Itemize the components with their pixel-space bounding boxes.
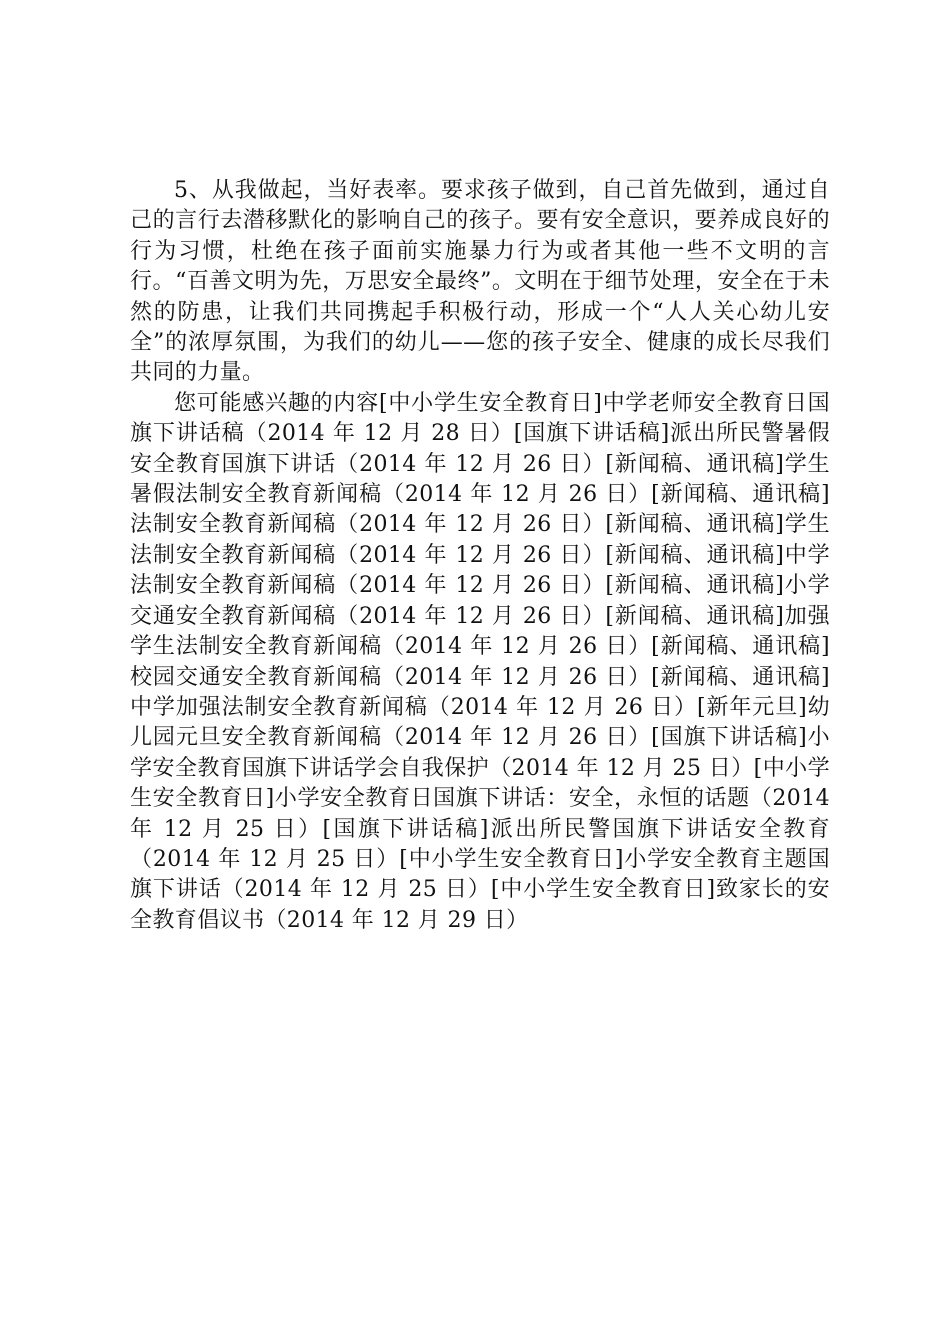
paragraph-lead-by-example: 5、从我做起，当好表率。要求孩子做到，自己首先做到，通过自己的言行去潜移默化的影响自己的孩子。要有安全意识，要养成良好的行为习惯，杜绝在孩子面前实施暴力行为或者其他一些不文明的言行。“百善文明为先，万思安全最终”。文明在于细节处理，安全在于未然的防患，让我们共同携起手积极行动，形成一个“人人关心幼儿安全”的浓厚氛围，为我们的幼儿——您的孩子安全、健康的成长尽我们共同的力量。 [130, 178, 830, 386]
document-body [130, 176, 830, 936]
paragraph-related-content: 您可能感兴趣的内容[中小学生安全教育日]中学老师安全教育日国旗下讲话稿（2014 年 12 月 28 日）[国旗下讲话稿]派出所民警暑假安全教育国旗下讲话（2014 年 12 月 26 日）[新闻稿、通讯稿]学生暑假法制安全教育新闻稿（2014 年 12 月 26 日）[新闻稿、通讯稿]法制安全教育新闻稿（2014 年 12 月 26 日）[新闻稿、通讯稿]学生法制安全教育新闻稿（2014 年 12 月 26 日）[新闻稿、通讯稿]中学法制安全教育新闻稿（2014 年 12 月 26 日）[新闻稿、通讯稿]小学交通安全教育新闻稿（2014 年 12 月 26 日）[新闻稿、通讯稿]加强学生法制安全教育新闻稿（2014 年 12 月 26 日）[新闻稿、通讯稿]校园交通安全教育新闻稿（2014 年 12 月 26 日）[新闻稿、通讯稿]中学加强法制安全教育新闻稿（2014 年 12 月 26 日）[新年元旦]幼儿园元旦安全教育新闻稿（2014 年 12 月 26 日）[国旗下讲话稿]小学安全教育国旗下讲话学会自我保护（2014 年 12 月 25 日）[中小学生安全教育日]小学安全教育日国旗下讲话：安全，永恒的话题（2014 年 12 月 25 日）[国旗下讲话稿]派出所民警国旗下讲话安全教育（2014 年 12 月 25 日）[中小学生安全教育日]小学安全教育主题国旗下讲话（2014 年 12 月 25 日）[中小学生安全教育日]致家长的安全教育倡议书（2014 年 12 月 29 日） [130, 390, 830, 933]
